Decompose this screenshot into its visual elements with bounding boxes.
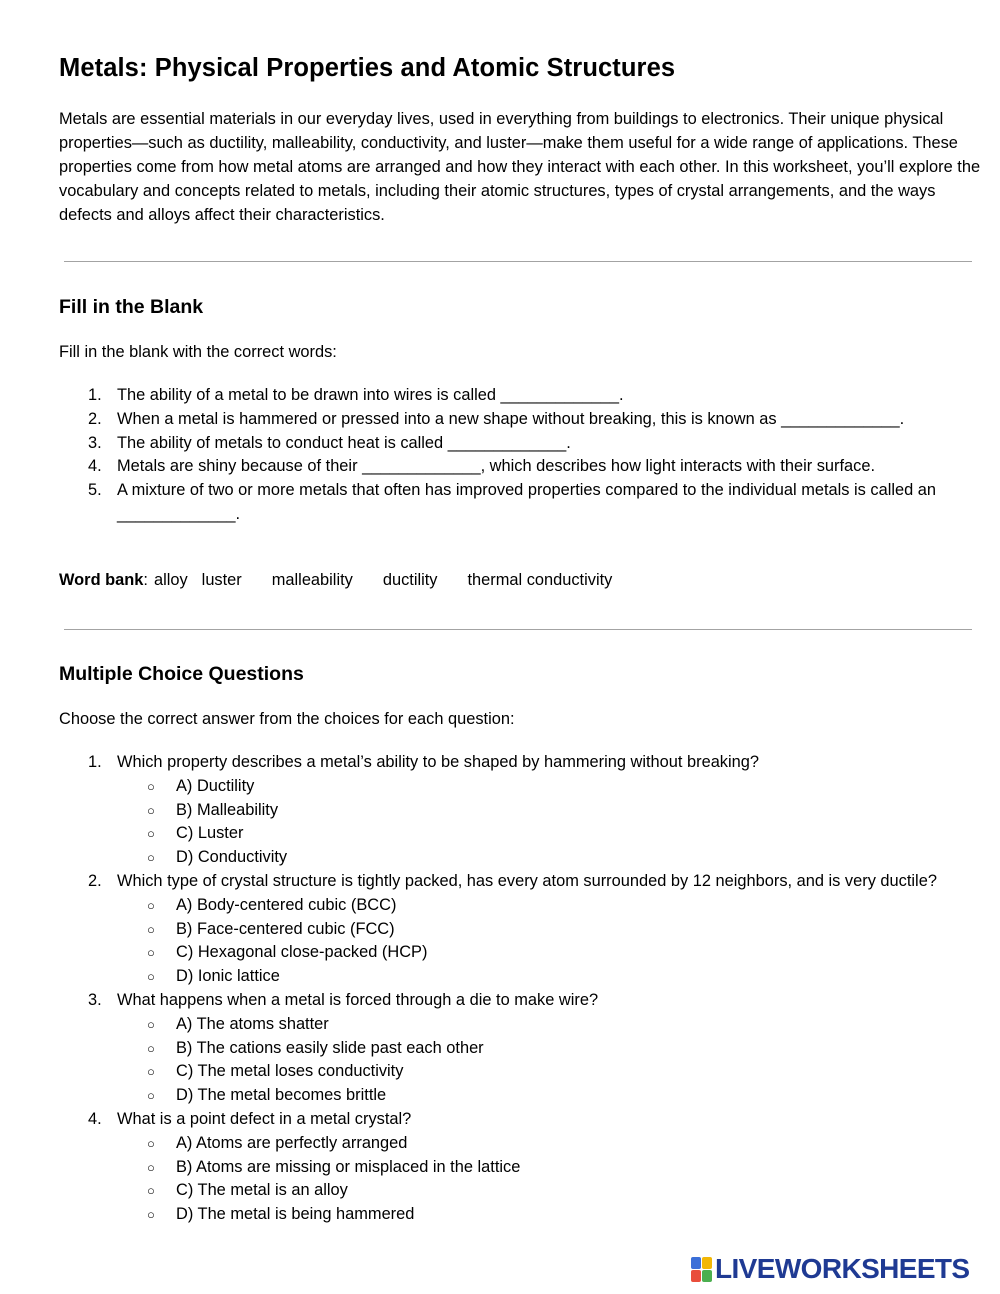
circle-bullet-icon: ○ — [147, 778, 155, 794]
question-number: 4. — [88, 1109, 102, 1128]
multiple-choice-instruction: Choose the correct answer from the choices for each question: — [59, 710, 515, 728]
choice-text: B) The cations easily slide past each other — [176, 1038, 484, 1057]
circle-bullet-icon: ○ — [147, 969, 155, 985]
choice-list — [117, 1013, 979, 1108]
logo-mark-icon — [691, 1257, 712, 1282]
choice-text: C) Luster — [176, 824, 244, 843]
choice-option[interactable] — [59, 941, 979, 965]
choice-option[interactable] — [59, 1203, 979, 1227]
circle-bullet-icon: ○ — [147, 1040, 155, 1056]
word-bank-word: malleability — [271, 571, 353, 589]
circle-bullet-icon: ○ — [147, 897, 155, 913]
choice-option[interactable] — [59, 1060, 979, 1084]
fill-blank-instruction: Fill in the blank with the correct words: — [59, 343, 337, 361]
choice-option[interactable] — [59, 1156, 979, 1180]
choice-text: C) Hexagonal close-packed (HCP) — [176, 943, 428, 962]
item-text: The ability of metals to conduct heat is called _____________. — [117, 433, 571, 452]
choice-text: A) Ductility — [176, 776, 255, 795]
item-text: The ability of a metal to be drawn into wires is called _____________. — [117, 386, 624, 404]
choice-option[interactable] — [59, 1084, 979, 1108]
question-text: Which property describes a metal’s ability to be shaped by hammering without breaking? — [117, 753, 759, 771]
logo-tile — [702, 1257, 712, 1269]
section-divider — [64, 261, 972, 262]
fill-blank-list — [59, 384, 979, 527]
mc-question — [59, 1108, 979, 1227]
choice-option[interactable] — [59, 775, 979, 799]
circle-bullet-icon: ○ — [147, 1064, 155, 1080]
question-text: Which type of crystal structure is tightly packed, has every atom surrounded by 12 neighbors, and is very ductile? — [117, 871, 937, 890]
circle-bullet-icon: ○ — [147, 826, 155, 842]
question-number: 3. — [88, 990, 102, 1009]
choice-text: B) Atoms are missing or misplaced in the lattice — [176, 1157, 521, 1176]
choice-list — [117, 1132, 979, 1227]
item-number: 2. — [88, 409, 102, 428]
word-bank-word: alloy — [153, 571, 188, 589]
choice-text: B) Malleability — [176, 800, 279, 819]
word-bank-words — [148, 571, 612, 589]
choice-option[interactable] — [59, 1132, 979, 1156]
choice-option[interactable] — [59, 822, 979, 846]
item-number: 5. — [88, 481, 102, 500]
circle-bullet-icon: ○ — [147, 1016, 155, 1032]
fill-blank-item — [59, 479, 979, 527]
choice-text: A) Body-centered cubic (BCC) — [176, 895, 397, 914]
fill-blank-item — [59, 455, 979, 479]
item-text: A mixture of two or more metals that often has improved properties compared to the individual metals is called an _____________. — [117, 481, 937, 523]
circle-bullet-icon: ○ — [147, 1135, 155, 1151]
circle-bullet-icon: ○ — [147, 945, 155, 961]
circle-bullet-icon: ○ — [147, 921, 155, 937]
choice-list — [117, 775, 979, 870]
choice-text: D) The metal is being hammered — [176, 1205, 415, 1224]
choice-text: C) The metal loses conductivity — [176, 1062, 404, 1081]
liveworksheets-logo — [691, 1253, 970, 1285]
circle-bullet-icon: ○ — [147, 1207, 155, 1223]
word-bank-label: Word bank — [59, 571, 144, 589]
page-title: Metals: Physical Properties and Atomic Structures — [59, 54, 676, 82]
multiple-choice-heading: Multiple Choice Questions — [59, 663, 304, 685]
mc-question — [59, 870, 979, 989]
word-bank: Word bank: alloy luster malleability ductility thermal conductivity — [59, 571, 613, 589]
choice-text: A) Atoms are perfectly arranged — [176, 1133, 408, 1152]
question-number: 1. — [88, 753, 102, 771]
choice-text: A) The atoms shatter — [176, 1014, 329, 1033]
question-text: What happens when a metal is forced through a die to make wire? — [117, 990, 599, 1009]
mc-question — [59, 989, 979, 1108]
choice-option[interactable] — [59, 918, 979, 942]
choice-option[interactable] — [59, 1179, 979, 1203]
fill-blank-item — [59, 432, 979, 456]
mc-question — [59, 751, 979, 870]
item-number: 1. — [88, 386, 102, 404]
choice-option[interactable] — [59, 799, 979, 823]
circle-bullet-icon: ○ — [147, 802, 155, 818]
fill-blank-heading: Fill in the Blank — [59, 296, 204, 318]
word-bank-word: ductility — [382, 571, 438, 589]
choice-list — [117, 894, 979, 989]
item-number: 4. — [88, 457, 102, 476]
circle-bullet-icon: ○ — [147, 1088, 155, 1104]
choice-text: D) The metal becomes brittle — [176, 1086, 387, 1105]
intro-paragraph: Metals are essential materials in our everyday lives, used in everything from buildings to electronics. Their unique physical properties—such as ductility, malleability, conductivity, and luster—make them useful for a wide range of applications. These properties come from how metal atoms are arranged and how they interact with each other. In this worksheet, you’ll explore the vocabulary and concepts related to metals, including their atomic structures, types of crystal arrangements, and the ways defects and alloys affect their characteristics. — [59, 110, 981, 224]
fill-blank-item — [59, 384, 979, 408]
choice-text: B) Face-centered cubic (FCC) — [176, 919, 395, 938]
question-number: 2. — [88, 871, 102, 890]
logo-text: LIVEWORKSHEETS — [715, 1253, 970, 1284]
item-text: When a metal is hammered or pressed into a new shape without breaking, this is known as _____________. — [117, 409, 905, 428]
choice-option[interactable] — [59, 894, 979, 918]
section-divider — [64, 629, 972, 630]
word-bank-word: thermal conductivity — [467, 571, 613, 589]
choice-text: C) The metal is an alloy — [176, 1181, 348, 1200]
item-text: Metals are shiny because of their _____________, which describes how light interacts with their surface. — [117, 457, 876, 476]
choice-text: D) Ionic lattice — [176, 967, 280, 986]
choice-option[interactable] — [59, 1037, 979, 1061]
choice-option[interactable] — [59, 1013, 979, 1037]
logo-tile — [702, 1270, 712, 1282]
circle-bullet-icon: ○ — [147, 1159, 155, 1175]
word-bank-word: luster — [201, 571, 242, 589]
choice-text: D) Conductivity — [176, 848, 288, 867]
multiple-choice-list — [59, 751, 979, 1227]
circle-bullet-icon: ○ — [147, 850, 155, 866]
logo-tile — [691, 1257, 701, 1269]
choice-option[interactable] — [59, 846, 979, 870]
choice-option[interactable] — [59, 965, 979, 989]
item-number: 3. — [88, 433, 102, 452]
question-text: What is a point defect in a metal crystal? — [117, 1109, 412, 1128]
fill-blank-item — [59, 408, 979, 432]
circle-bullet-icon: ○ — [147, 1183, 155, 1199]
logo-tile — [691, 1270, 701, 1282]
